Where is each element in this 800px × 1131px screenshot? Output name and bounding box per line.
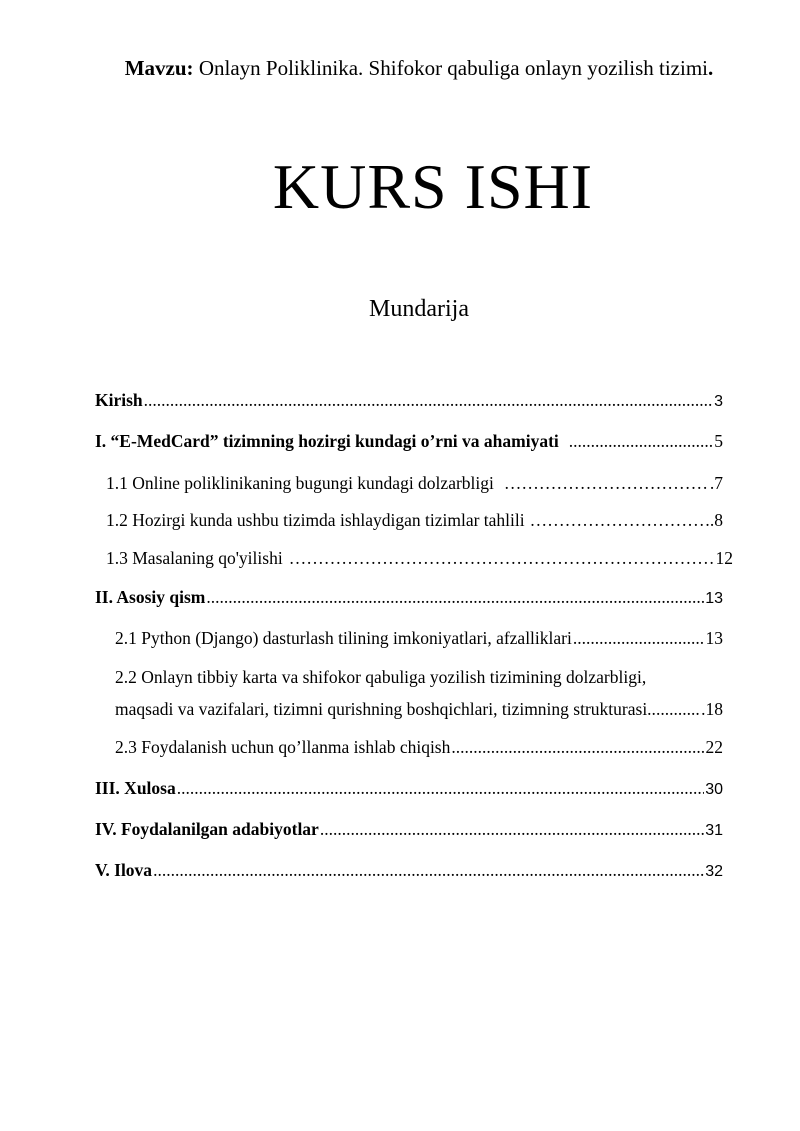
toc-entry-page: .7	[709, 473, 723, 493]
toc-entry-label: II. Asosiy qism	[95, 587, 206, 607]
toc-entry-2-3[interactable]	[115, 737, 723, 758]
toc-entry-page: 12	[715, 548, 733, 568]
dot-leader	[177, 778, 704, 799]
dot-leader	[289, 548, 715, 569]
dot-leader	[656, 699, 701, 720]
toc-entry-page: 30	[705, 781, 723, 798]
toc-entry-label: maqsadi va vazifalari, tizimni qurishning boshqichlari, tizimning strukturasi..	[115, 699, 656, 719]
dot-leader	[530, 510, 709, 531]
toc-entry-label: I. “E-MedCard” tizimning hozirgi kundagi o’rni va ahamiyati	[95, 431, 559, 451]
subject-end: .	[708, 56, 714, 80]
toc-entry-1-1[interactable]	[106, 473, 723, 494]
toc-entry-label: 2.3 Foydalanish uchun qo’llanma ishlab chiqish	[115, 737, 451, 757]
dot-leader	[504, 473, 709, 494]
toc-entry-label: IV. Foydalanilgan adabiyotlar	[95, 819, 319, 839]
toc-entry-2-2[interactable]	[115, 699, 723, 720]
dot-leader	[569, 431, 713, 452]
dot-leader	[206, 587, 704, 608]
subject-label: Mavzu:	[124, 56, 194, 80]
toc-entry-label: III. Xulosa	[95, 778, 176, 798]
toc-entry-page: 32	[705, 863, 723, 880]
toc-entry-label: 1.2 Hozirgi kunda ushbu tizimda ishlaydigan tizimlar tahlili	[106, 510, 525, 530]
toc-entry-label: 1.3 Masalaning qo'yilishi	[106, 548, 283, 568]
toc-entry-page: .18	[701, 699, 723, 719]
toc-entry-page: 13	[705, 590, 723, 607]
dot-leader	[451, 737, 704, 758]
toc-entry-chapter-5[interactable]	[95, 860, 723, 881]
toc-entry-page: 3	[714, 393, 723, 410]
subject-text: Onlayn Poliklinika. Shifokor qabuliga onlayn yozilish tizimi	[193, 56, 709, 80]
toc-entry-label: V. Ilova	[95, 860, 153, 880]
dot-leader	[320, 819, 704, 840]
toc-entry-page: .8	[709, 510, 723, 530]
toc-entry-2-2-line-1[interactable]: 2.2 Onlayn tibbiy karta va shifokor qabuliga yozilish tizimining dolzarbligi,	[115, 667, 647, 687]
toc-entry-page: 5	[714, 431, 723, 451]
toc-entry-chapter-3[interactable]	[95, 778, 723, 799]
toc-entry-page: 22	[705, 737, 723, 757]
toc-entry-label: Kirish	[95, 390, 143, 410]
toc-entry-chapter-4[interactable]	[95, 819, 723, 840]
toc-entry-2-1[interactable]	[115, 628, 723, 649]
toc-entry-page: 13	[705, 628, 723, 648]
dot-leader	[153, 860, 704, 881]
toc-entry-label: 2.1 Python (Django) dasturlash tilining imkoniyatlari, afzalliklari	[115, 628, 572, 648]
toc-entry-1-3[interactable]	[106, 548, 733, 569]
toc-entry-chapter-1[interactable]	[95, 431, 723, 452]
toc-entry-kirish[interactable]	[95, 390, 723, 411]
dot-leader	[573, 628, 705, 649]
document-title: KURS ISHI	[272, 151, 594, 222]
toc-entry-1-2[interactable]	[106, 510, 723, 531]
toc-entry-page: 31	[705, 822, 723, 839]
toc-heading: Mundarija	[369, 296, 469, 322]
dot-leader	[144, 390, 713, 411]
toc-entry-chapter-2[interactable]	[95, 587, 723, 608]
toc-entry-label: 1.1 Online poliklinikaning bugungi kundagi dolzarbligi	[106, 473, 494, 493]
